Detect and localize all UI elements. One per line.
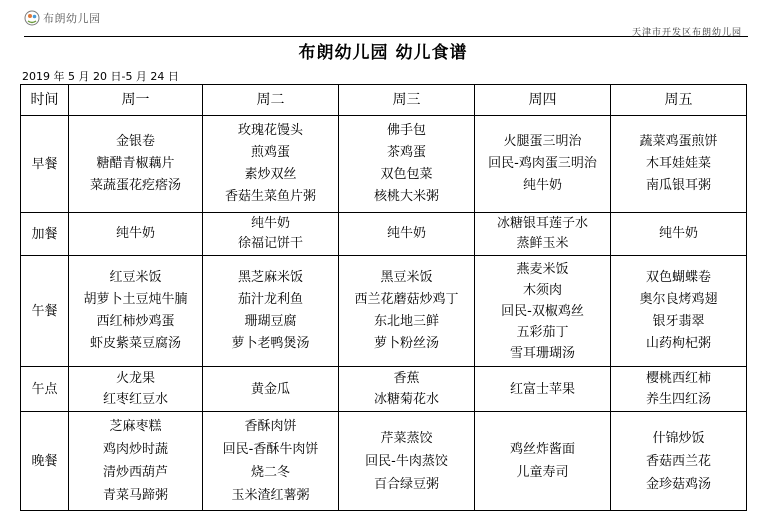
menu-cell [69,256,203,367]
table-row [21,116,747,213]
dish-item: 纯牛奶 [386,226,426,241]
day-header: 周五 [611,85,747,116]
dish-item: 燕麦米饭 [516,261,569,277]
dish-item: 奥尔良烤鸡翅 [639,292,718,307]
dish-item: 清炒西葫芦 [102,465,168,480]
menu-cell [69,367,203,412]
dish-item: 黄金瓜 [250,381,290,397]
menu-cell [69,116,203,213]
dish-item: 百合绿豆粥 [373,476,439,492]
menu-cell [475,367,611,412]
dish-item: 茄汁龙利鱼 [237,292,303,307]
dish-item: 虾皮紫菜豆腐汤 [89,336,181,351]
dish-item: 银牙翡翠 [652,314,705,329]
dish-item: 纯牛奶 [522,178,562,193]
dish-item: 核桃大米粥 [373,189,439,204]
table-header-row [21,85,747,116]
dish-item: 蔬菜鸡蛋煎饼 [639,134,718,149]
dish-item: 冰糖银耳莲子水 [496,216,588,231]
dish-item: 胡萝卜土豆炖牛腩 [83,292,188,307]
dish-item: 徐福记饼干 [237,236,303,251]
dish-item: 红枣红豆水 [102,392,168,407]
menu-cell [475,256,611,367]
dish-item: 西红柿炒鸡蛋 [96,314,175,329]
dish-item: 香蕉 [393,371,420,386]
meal-name: 午餐 [21,256,69,367]
dish-item: 烧二冬 [250,465,290,480]
dish-item: 火腿蛋三明治 [503,134,582,149]
header-divider [24,36,748,37]
dish-item: 什锦炒饭 [652,430,705,446]
logo-text: 布朗幼儿园 [43,12,101,25]
dish-item: 冰糖菊花水 [373,392,439,407]
dish-item: 五彩茄丁 [516,324,569,340]
menu-cell [203,256,339,367]
dish-item: 黑芝麻米饭 [237,270,303,285]
menu-cell [203,116,339,213]
dish-item: 香菇生菜鱼片粥 [224,189,316,204]
dish-item: 金珍菇鸡汤 [645,476,711,492]
table-row [21,256,747,367]
dish-item: 纯牛奶 [658,226,698,241]
dish-item: 青菜马蹄粥 [102,488,168,503]
dish-item: 茶鸡蛋 [386,145,426,160]
dish-item: 珊瑚豆腐 [244,314,297,329]
dish-item: 回民-鸡肉蛋三明治 [488,156,597,171]
table-row [21,367,747,412]
day-header: 周三 [339,85,475,116]
dish-item: 火龙果 [115,371,155,386]
dish-item: 南瓜银耳粥 [645,178,711,193]
dish-item: 黑豆米饭 [380,270,433,285]
dish-item: 西兰花蘑菇炒鸡丁 [354,292,459,307]
dish-item: 纯牛奶 [115,226,155,241]
dish-item: 养生四红汤 [645,392,711,407]
menu-cell [611,412,747,511]
dish-item: 香酥肉饼 [244,419,297,434]
dish-item: 木须肉 [522,282,562,298]
logo [24,9,101,27]
menu-cell [475,116,611,213]
kindergarten-logo-icon [24,10,40,26]
page-title: 布朗幼儿园 幼儿食谱 [298,43,468,63]
dish-item: 菜蔬蛋花疙瘩汤 [89,178,181,193]
dish-item: 玫瑰花馒头 [237,123,303,138]
dish-item: 双色蝴蝶卷 [645,270,711,285]
dish-item: 萝卜老鸭煲汤 [231,336,310,351]
dish-item: 鸡肉炒时蔬 [102,442,168,457]
menu-cell [339,256,475,367]
dish-item: 香菇西兰花 [645,453,711,469]
dish-item: 素炒双丝 [244,167,297,182]
menu-table [20,84,747,511]
menu-cell [475,412,611,511]
table-row [21,213,747,256]
menu-cell [339,412,475,511]
day-header: 周二 [203,85,339,116]
menu-cell [339,213,475,256]
dish-item: 玉米渣红薯粥 [231,488,310,503]
dish-item: 蒸鲜玉米 [516,236,569,251]
dish-item: 鸡丝炸酱面 [509,442,575,457]
dish-item: 芝麻枣糕 [109,419,162,434]
dish-item: 儿童寿司 [516,465,569,480]
dish-item: 佛手包 [386,123,426,138]
dish-item: 红富士苹果 [509,381,575,397]
meal-name: 早餐 [21,116,69,213]
meal-name: 加餐 [21,213,69,256]
dish-item: 芹菜蒸饺 [380,430,433,446]
menu-cell [611,213,747,256]
meal-name: 午点 [21,367,69,412]
table-row [21,412,747,511]
menu-cell [475,213,611,256]
menu-cell [611,367,747,412]
date-range: 2019 年 5 月 20 日-5 月 24 日 [22,70,179,83]
dish-item: 山药枸杞粥 [645,336,711,351]
menu-cell [203,367,339,412]
dish-item: 回民-双椒鸡丝 [501,303,584,319]
dish-item: 纯牛奶 [250,216,290,231]
dish-item: 煎鸡蛋 [250,145,290,160]
menu-cell [611,256,747,367]
dish-item: 回民-香酥牛肉饼 [222,442,319,457]
dish-item: 木耳娃娃菜 [645,156,711,171]
corner-header: 时间 [21,85,69,116]
menu-cell [203,213,339,256]
dish-item: 雪耳珊瑚汤 [509,345,575,361]
dish-item: 糖醋青椒藕片 [96,156,175,171]
menu-cell [611,116,747,213]
day-header: 周四 [475,85,611,116]
dish-item: 樱桃西红柿 [645,371,711,386]
dish-item: 萝卜粉丝汤 [373,336,439,351]
menu-cell [69,213,203,256]
dish-item: 东北地三鲜 [373,314,439,329]
dish-item: 回民-牛肉蒸饺 [365,453,448,469]
menu-cell [69,412,203,511]
meal-name: 晚餐 [21,412,69,511]
dish-item: 金银卷 [115,134,155,149]
menu-cell [339,367,475,412]
dish-item: 红豆米饭 [109,270,162,285]
menu-cell [339,116,475,213]
school-address: 天津市开发区布朗幼儿园 [631,28,742,38]
dish-item: 双色包菜 [380,167,433,182]
menu-cell [203,412,339,511]
day-header: 周一 [69,85,203,116]
